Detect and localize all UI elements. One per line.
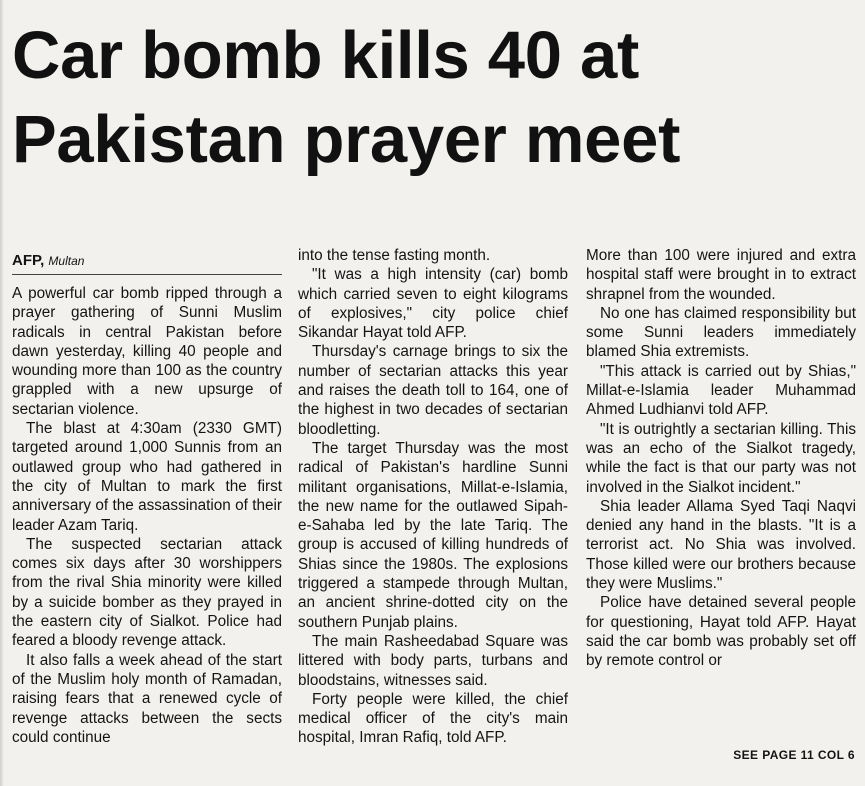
paragraph: A powerful car bomb ripped through a prayer gathering of Sunni Muslim radicals in central Pakistan before dawn yesterday, killing 40 people and wounding more than 100 as the country grappled with a new upsurge of sectarian violence. xyxy=(12,285,282,418)
paragraph: "This attack is carried out by Shias," Millat-e-Islamia leader Muhammad Ahmed Ludhianvi told AFP. xyxy=(586,362,856,419)
byline xyxy=(12,252,282,275)
article-column-2 xyxy=(298,246,568,748)
headline-line-1: Car bomb kills 40 at xyxy=(12,18,639,93)
article-column-1 xyxy=(12,252,282,747)
paragraph: The main Rasheedabad Square was littered with body parts, turbans and bloodstains, witnesses said. xyxy=(298,632,568,689)
paragraph: Police have detained several people for questioning, Hayat told AFP. Hayat said the car bomb was probably set off by remote control or xyxy=(586,594,856,670)
article-column-3 xyxy=(586,246,856,671)
byline-agency: AFP, xyxy=(12,252,45,269)
paragraph: The target Thursday was the most radical of Pakistan's hardline Sunni militant organisations, Millat-e-Islamia, the new name for the outlawed Sipah-e-Sahaba led by the late Tariq. The group is accused of killing hundreds of Shias since the 1980s. The explosions triggered a stampede through Multan, an ancient shrine-dotted city on the southern Punjab plains. xyxy=(298,439,568,631)
continuation-note: SEE PAGE 11 COL 6 xyxy=(733,748,855,762)
paragraph: It also falls a week ahead of the start of the Muslim holy month of Ramadan, raising fears that a renewed cycle of revenge attacks between the sects could continue xyxy=(12,651,282,746)
headline-line-2: Pakistan prayer meet xyxy=(12,102,681,177)
paragraph: Forty people were killed, the chief medical officer of the city's main hospital, Imran Rafiq, told AFP. xyxy=(298,690,568,747)
paragraph: The suspected sectarian attack comes six days after 30 worshippers from the rival Shia minority were killed by a suicide bomber as they prayed in the eastern city of Sialkot. Police had feared a bloody revenge attack. xyxy=(12,535,282,650)
paragraph: "It was a high intensity (car) bomb which carried seven to eight kilograms of explosives," city police chief Sikandar Hayat told AFP. xyxy=(298,266,568,342)
paragraph: The blast at 4:30am (2330 GMT) targeted around 1,000 Sunnis from an outlawed group who had gathered in the city of Multan to mark the first anniversary of the assassination of their leader Azam Tariq. xyxy=(12,420,282,534)
headline xyxy=(12,14,860,182)
paragraph: "It is outrightly a sectarian killing. This was an echo of the Sialkot tragedy, while the fact is that our party was not involved in the Sialkot incident." xyxy=(586,420,856,496)
paragraph: Shia leader Allama Syed Taqi Naqvi denied any hand in the blasts. "It is a terrorist act. No Shia was involved. Those killed were our brothers because they were Muslims." xyxy=(586,497,856,593)
page-edge-shadow xyxy=(0,0,4,786)
paragraph: into the tense fasting month. xyxy=(298,247,491,264)
paragraph: More than 100 were injured and extra hospital staff were brought in to extract shrapnel from the wounded. xyxy=(586,247,856,303)
byline-place: Multan xyxy=(48,254,85,268)
paragraph: No one has claimed responsibility but some Sunni leaders immediately blamed Shia extremists. xyxy=(586,304,856,361)
paragraph: Thursday's carnage brings to six the number of sectarian attacks this year and raises the death toll to 164, one of the highest in two decades of sectarian bloodletting. xyxy=(298,343,568,438)
